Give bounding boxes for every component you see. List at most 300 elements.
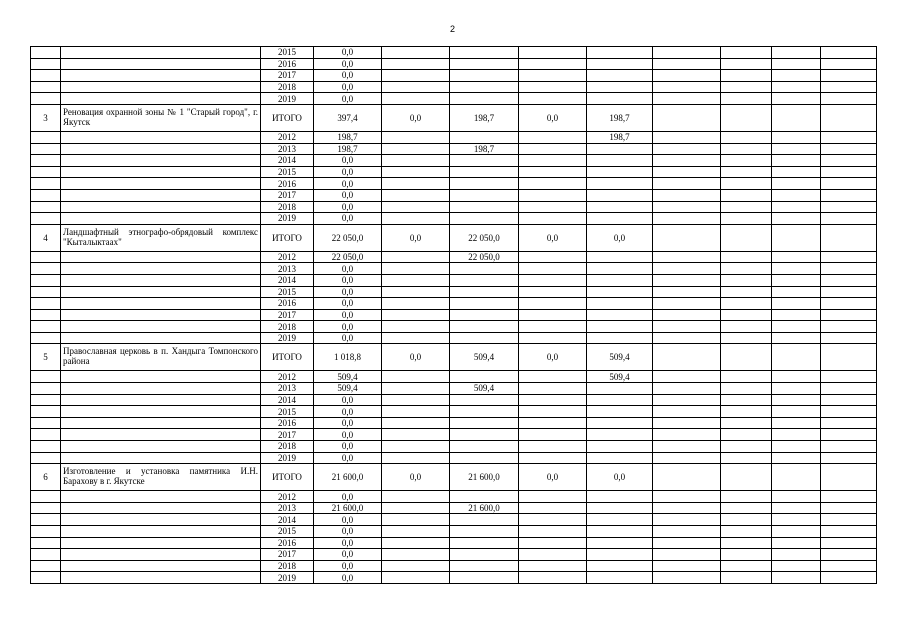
value-cell — [519, 70, 587, 82]
value-cell — [653, 321, 721, 333]
value-cell — [772, 549, 821, 561]
value-cell — [382, 131, 450, 143]
value-cell — [821, 93, 877, 105]
value-cell — [587, 491, 653, 503]
value-cell — [653, 549, 721, 561]
item-name — [61, 332, 261, 344]
table-row — [31, 143, 877, 155]
total-value: 198,7 — [314, 131, 382, 143]
value-cell — [772, 344, 821, 371]
value-cell — [821, 371, 877, 383]
table-row — [31, 514, 877, 526]
value-cell — [653, 131, 721, 143]
item-name — [61, 371, 261, 383]
itogo-label: ИТОГО — [261, 464, 314, 491]
table-row — [31, 371, 877, 383]
value-cell — [519, 332, 587, 344]
table-row — [31, 441, 877, 453]
total-value: 0,0 — [314, 406, 382, 418]
table-body — [31, 47, 877, 584]
item-number — [31, 70, 61, 82]
value-cell — [772, 143, 821, 155]
item-number — [31, 560, 61, 572]
value-cell — [382, 58, 450, 70]
value-cell — [450, 406, 519, 418]
item-number — [31, 251, 61, 263]
value-cell — [721, 251, 772, 263]
year-cell: 2013 — [261, 383, 314, 395]
value-cell — [772, 178, 821, 190]
item-name — [61, 502, 261, 514]
item-number: 5 — [31, 344, 61, 371]
item-number: 3 — [31, 104, 61, 131]
value-cell — [653, 332, 721, 344]
value-cell — [772, 298, 821, 310]
value-cell — [450, 309, 519, 321]
value-cell — [821, 201, 877, 213]
value-cell — [382, 383, 450, 395]
value-cell — [653, 263, 721, 275]
total-value: 22 050,0 — [314, 251, 382, 263]
value-cell — [721, 298, 772, 310]
total-value: 198,7 — [314, 143, 382, 155]
value-cell — [772, 383, 821, 395]
value-cell — [721, 344, 772, 371]
item-name — [61, 93, 261, 105]
value-cell — [821, 452, 877, 464]
value-cell — [772, 537, 821, 549]
value-cell — [587, 286, 653, 298]
year-cell: 2019 — [261, 213, 314, 225]
value-cell — [450, 537, 519, 549]
value-cell — [587, 383, 653, 395]
item-number — [31, 537, 61, 549]
value-cell — [653, 155, 721, 167]
value-cell — [653, 429, 721, 441]
item-number — [31, 131, 61, 143]
table-row — [31, 263, 877, 275]
value-cell — [450, 70, 519, 82]
value-cell — [821, 274, 877, 286]
value-cell — [821, 344, 877, 371]
table-row — [31, 537, 877, 549]
total-value: 397,4 — [314, 104, 382, 131]
value-cell — [721, 155, 772, 167]
item-name — [61, 213, 261, 225]
value-cell: 0,0 — [587, 224, 653, 251]
value-cell — [519, 93, 587, 105]
value-cell — [721, 394, 772, 406]
value-cell — [721, 143, 772, 155]
value-cell — [653, 166, 721, 178]
total-value: 0,0 — [314, 537, 382, 549]
item-name — [61, 406, 261, 418]
item-number — [31, 441, 61, 453]
value-cell — [721, 502, 772, 514]
value-cell — [382, 452, 450, 464]
table-row — [31, 201, 877, 213]
value-cell — [772, 263, 821, 275]
table-row — [31, 429, 877, 441]
value-cell: 0,0 — [519, 104, 587, 131]
value-cell: 509,4 — [587, 371, 653, 383]
value-cell — [587, 452, 653, 464]
item-name — [61, 441, 261, 453]
value-cell — [772, 58, 821, 70]
value-cell — [653, 93, 721, 105]
value-cell — [821, 189, 877, 201]
item-name — [61, 491, 261, 503]
year-cell: 2018 — [261, 560, 314, 572]
table-row — [31, 213, 877, 225]
value-cell: 0,0 — [519, 464, 587, 491]
total-value: 509,4 — [314, 371, 382, 383]
total-value: 0,0 — [314, 155, 382, 167]
value-cell — [721, 417, 772, 429]
value-cell — [721, 309, 772, 321]
value-cell — [587, 572, 653, 584]
value-cell — [772, 286, 821, 298]
value-cell — [450, 298, 519, 310]
value-cell — [519, 286, 587, 298]
value-cell — [382, 93, 450, 105]
value-cell — [721, 560, 772, 572]
value-cell — [382, 81, 450, 93]
value-cell — [382, 286, 450, 298]
total-value: 0,0 — [314, 286, 382, 298]
value-cell — [450, 81, 519, 93]
value-cell — [450, 189, 519, 201]
item-name — [61, 417, 261, 429]
total-value: 0,0 — [314, 321, 382, 333]
value-cell: 22 050,0 — [450, 251, 519, 263]
year-cell: 2013 — [261, 502, 314, 514]
item-name — [61, 201, 261, 213]
year-cell: 2019 — [261, 572, 314, 584]
value-cell — [587, 251, 653, 263]
item-number — [31, 452, 61, 464]
item-number — [31, 549, 61, 561]
item-number — [31, 429, 61, 441]
year-cell: 2016 — [261, 298, 314, 310]
value-cell — [653, 417, 721, 429]
table-row — [31, 309, 877, 321]
value-cell — [821, 332, 877, 344]
value-cell — [721, 371, 772, 383]
total-value: 0,0 — [314, 274, 382, 286]
value-cell: 21 600,0 — [450, 464, 519, 491]
item-number — [31, 274, 61, 286]
value-cell: 22 050,0 — [450, 224, 519, 251]
value-cell — [382, 321, 450, 333]
value-cell — [653, 383, 721, 395]
year-cell: 2013 — [261, 263, 314, 275]
total-value: 0,0 — [314, 429, 382, 441]
item-name — [61, 70, 261, 82]
value-cell — [382, 429, 450, 441]
year-cell: 2017 — [261, 429, 314, 441]
value-cell — [519, 429, 587, 441]
table-row-itogo — [31, 344, 877, 371]
value-cell — [450, 47, 519, 59]
value-cell — [587, 526, 653, 538]
table-row — [31, 93, 877, 105]
value-cell — [450, 549, 519, 561]
value-cell — [653, 201, 721, 213]
value-cell — [721, 47, 772, 59]
value-cell — [587, 321, 653, 333]
year-cell: 2015 — [261, 286, 314, 298]
value-cell — [772, 429, 821, 441]
itogo-label: ИТОГО — [261, 224, 314, 251]
value-cell — [821, 429, 877, 441]
table-row — [31, 502, 877, 514]
item-name: Православная церковь в п. Хандыга Томпонского района — [61, 344, 261, 371]
year-cell: 2012 — [261, 251, 314, 263]
value-cell — [721, 572, 772, 584]
item-name: Изготовление и установка памятника И.Н. Барахову в г. Якутске — [61, 464, 261, 491]
value-cell — [587, 406, 653, 418]
value-cell — [653, 274, 721, 286]
total-value: 0,0 — [314, 263, 382, 275]
item-name — [61, 452, 261, 464]
item-name — [61, 81, 261, 93]
value-cell — [382, 263, 450, 275]
value-cell — [450, 263, 519, 275]
value-cell — [772, 155, 821, 167]
item-name — [61, 131, 261, 143]
table-row — [31, 560, 877, 572]
value-cell — [721, 81, 772, 93]
value-cell — [821, 81, 877, 93]
total-value: 0,0 — [314, 70, 382, 82]
value-cell — [382, 526, 450, 538]
value-cell — [450, 332, 519, 344]
item-number — [31, 417, 61, 429]
value-cell — [382, 502, 450, 514]
value-cell — [382, 491, 450, 503]
value-cell — [519, 155, 587, 167]
year-cell: 2012 — [261, 131, 314, 143]
item-name — [61, 166, 261, 178]
value-cell — [721, 166, 772, 178]
value-cell — [450, 417, 519, 429]
value-cell — [587, 332, 653, 344]
total-value: 0,0 — [314, 572, 382, 584]
value-cell — [519, 406, 587, 418]
year-cell: 2019 — [261, 93, 314, 105]
value-cell — [721, 429, 772, 441]
value-cell — [772, 491, 821, 503]
value-cell — [519, 549, 587, 561]
value-cell — [721, 286, 772, 298]
year-cell: 2017 — [261, 189, 314, 201]
total-value: 0,0 — [314, 298, 382, 310]
value-cell — [721, 93, 772, 105]
table-row — [31, 491, 877, 503]
value-cell — [821, 58, 877, 70]
value-cell — [821, 224, 877, 251]
value-cell — [821, 514, 877, 526]
value-cell — [772, 560, 821, 572]
value-cell — [587, 201, 653, 213]
value-cell — [721, 464, 772, 491]
year-cell: 2015 — [261, 47, 314, 59]
total-value: 0,0 — [314, 441, 382, 453]
total-value: 0,0 — [314, 332, 382, 344]
value-cell — [382, 537, 450, 549]
item-number — [31, 286, 61, 298]
itogo-label: ИТОГО — [261, 104, 314, 131]
item-name — [61, 309, 261, 321]
year-cell: 2016 — [261, 537, 314, 549]
value-cell — [821, 572, 877, 584]
value-cell — [450, 58, 519, 70]
value-cell — [821, 104, 877, 131]
value-cell: 0,0 — [587, 464, 653, 491]
table-row — [31, 406, 877, 418]
value-cell — [382, 274, 450, 286]
value-cell — [382, 309, 450, 321]
value-cell: 21 600,0 — [450, 502, 519, 514]
total-value: 22 050,0 — [314, 224, 382, 251]
item-name — [61, 58, 261, 70]
value-cell — [519, 572, 587, 584]
value-cell — [450, 560, 519, 572]
table-row — [31, 251, 877, 263]
value-cell — [587, 155, 653, 167]
value-cell — [382, 70, 450, 82]
value-cell — [382, 155, 450, 167]
value-cell — [772, 189, 821, 201]
total-value: 0,0 — [314, 58, 382, 70]
year-cell: 2014 — [261, 274, 314, 286]
value-cell — [821, 321, 877, 333]
year-cell: 2015 — [261, 166, 314, 178]
item-number — [31, 491, 61, 503]
value-cell — [450, 321, 519, 333]
value-cell — [821, 394, 877, 406]
value-cell — [721, 452, 772, 464]
item-number — [31, 201, 61, 213]
item-name — [61, 178, 261, 190]
value-cell — [721, 213, 772, 225]
value-cell — [721, 263, 772, 275]
itogo-label: ИТОГО — [261, 344, 314, 371]
value-cell — [772, 166, 821, 178]
value-cell — [821, 155, 877, 167]
total-value: 0,0 — [314, 549, 382, 561]
value-cell — [821, 383, 877, 395]
value-cell — [772, 406, 821, 418]
table-row — [31, 298, 877, 310]
item-number — [31, 514, 61, 526]
total-value: 21 600,0 — [314, 502, 382, 514]
item-number — [31, 309, 61, 321]
value-cell — [772, 464, 821, 491]
item-name — [61, 189, 261, 201]
value-cell — [653, 502, 721, 514]
item-name — [61, 514, 261, 526]
value-cell — [653, 560, 721, 572]
item-name: Ландшафтный этнографо-обрядовый комплекс "Кыталыктаах" — [61, 224, 261, 251]
item-number — [31, 371, 61, 383]
value-cell — [653, 344, 721, 371]
item-name: Реновация охранной зоны № 1 "Старый город", г. Якутск — [61, 104, 261, 131]
table-row — [31, 81, 877, 93]
value-cell — [450, 166, 519, 178]
table-row — [31, 572, 877, 584]
item-name — [61, 274, 261, 286]
value-cell — [772, 93, 821, 105]
value-cell — [821, 143, 877, 155]
value-cell — [382, 201, 450, 213]
total-value: 21 600,0 — [314, 464, 382, 491]
value-cell — [587, 93, 653, 105]
year-cell: 2017 — [261, 549, 314, 561]
value-cell — [653, 526, 721, 538]
item-number — [31, 526, 61, 538]
item-number: 4 — [31, 224, 61, 251]
value-cell — [450, 213, 519, 225]
total-value: 0,0 — [314, 213, 382, 225]
value-cell — [519, 394, 587, 406]
value-cell: 198,7 — [587, 104, 653, 131]
year-cell: 2014 — [261, 514, 314, 526]
value-cell — [653, 537, 721, 549]
value-cell — [519, 502, 587, 514]
value-cell — [450, 452, 519, 464]
item-number — [31, 81, 61, 93]
value-cell — [721, 58, 772, 70]
value-cell — [721, 189, 772, 201]
value-cell — [450, 178, 519, 190]
value-cell — [653, 104, 721, 131]
item-name — [61, 537, 261, 549]
value-cell — [382, 178, 450, 190]
value-cell — [721, 441, 772, 453]
value-cell — [587, 274, 653, 286]
funding-table — [30, 46, 877, 584]
table-row — [31, 549, 877, 561]
value-cell — [382, 371, 450, 383]
value-cell — [721, 274, 772, 286]
value-cell — [721, 104, 772, 131]
year-cell: 2013 — [261, 143, 314, 155]
table-row — [31, 178, 877, 190]
value-cell — [821, 491, 877, 503]
total-value: 0,0 — [314, 166, 382, 178]
value-cell — [821, 286, 877, 298]
item-number — [31, 189, 61, 201]
value-cell — [587, 213, 653, 225]
item-number — [31, 166, 61, 178]
value-cell — [450, 131, 519, 143]
value-cell — [382, 251, 450, 263]
value-cell — [772, 81, 821, 93]
value-cell — [450, 286, 519, 298]
value-cell — [587, 178, 653, 190]
value-cell — [772, 502, 821, 514]
value-cell — [450, 441, 519, 453]
value-cell — [519, 383, 587, 395]
value-cell — [382, 560, 450, 572]
value-cell — [653, 81, 721, 93]
total-value: 0,0 — [314, 491, 382, 503]
value-cell — [382, 143, 450, 155]
value-cell — [587, 394, 653, 406]
value-cell — [821, 537, 877, 549]
